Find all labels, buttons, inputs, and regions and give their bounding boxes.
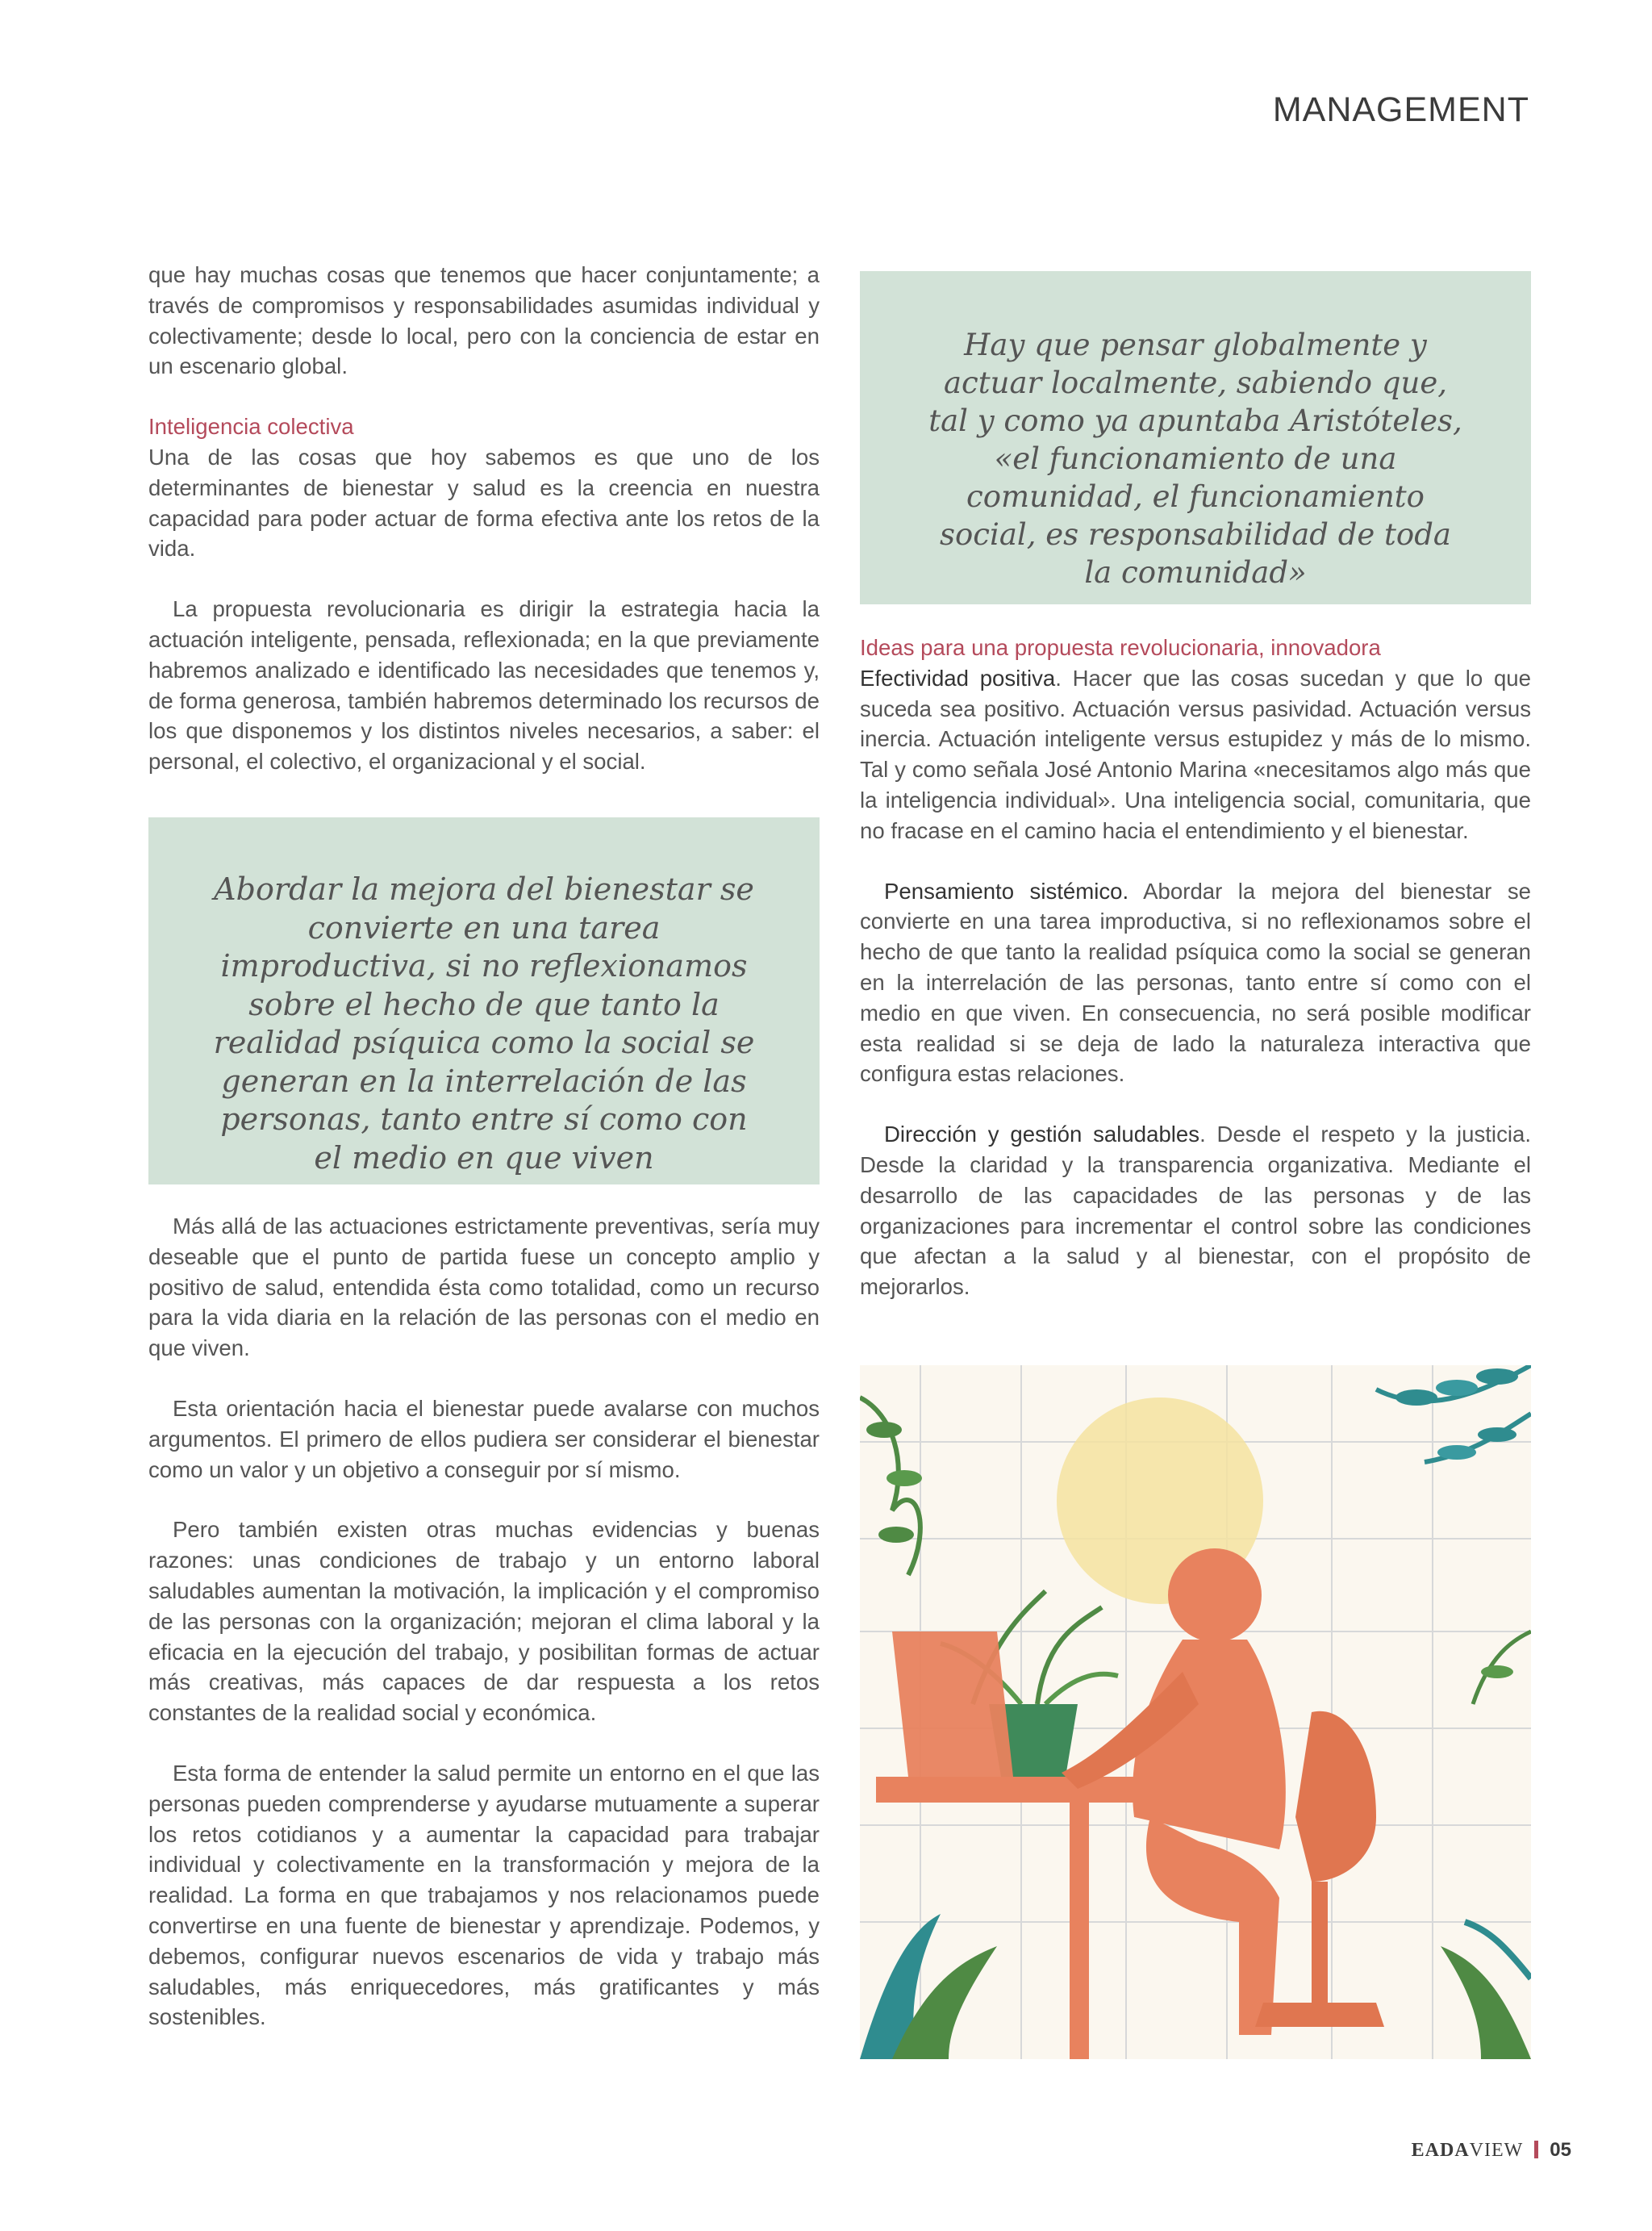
illustration-svg bbox=[860, 1365, 1531, 2059]
person-head bbox=[1168, 1548, 1262, 1642]
page-footer bbox=[1412, 2139, 1571, 2162]
pull-quote-left: Abordar la mejora del bienestar se convierte en una tarea improductiva, si no reflexionamos sobre el hecho de que tanto la realidad psíquica como la social se generan en la interrelación de las personas, tanto entre sí como con el medio en que viven bbox=[148, 817, 820, 1184]
left-column-top bbox=[148, 260, 820, 777]
run-in-title: Dirección y gestión saludables bbox=[884, 1122, 1200, 1147]
brand-logo bbox=[1412, 2140, 1524, 2161]
section-label: MANAGEMENT bbox=[1272, 90, 1529, 129]
paragraph bbox=[860, 663, 1531, 846]
subheading: Ideas para una propuesta revolucionaria, innovadora bbox=[860, 635, 1381, 660]
run-in-title: Efectividad positiva bbox=[860, 665, 1056, 691]
paragraph: Pero también existen otras muchas evidencias y buenas razones: unas condiciones de trabajo y un entorno laboral saludables aumentan la motivación, la implicación y el compromiso de las personas con la organización; mejoran el clima laboral y la eficacia en la ejecución del trabajo, y posibilitan formas de actuar más creativas, más capaces de dar respuesta a los retos constantes de la realidad social y económica. bbox=[148, 1517, 820, 1726]
paragraph-text: . Hacer que las cosas sucedan y que lo que suceda sea positivo. Actuación versus pasividad. Actuación versus inercia. Actuación inteligente versus estupidez y más de lo mismo. Tal y como señala José Antonio Marina «necesitamos algo más que la inteligencia individual». Una inteligencia social, comunitaria, que no fracase en el camino hacia el entendimiento y el bienestar. bbox=[860, 665, 1531, 843]
paragraph: Una de las cosas que hoy sabemos es que uno de los determinantes de bienestar y salud es la creencia en nuestra capacidad para poder actuar de forma efectiva ante los retos de la vida. bbox=[148, 444, 820, 562]
paragraph: Esta forma de entender la salud permite un entorno en el que las personas pueden comprenderse y ayudarse mutuamente a superar los retos cotidianos y a aumentar la capacidad para trabajar individual y colectivamente en la transformación y mejora de la realidad. La forma en que trabajamos y nos relacionamos puede convertirse en una fuente de bienestar y aprendizaje. Podemos, y debemos, configurar nuevos escenarios de vida y trabajo más saludables, más enriquecedores, más gratificantes y más sostenibles. bbox=[148, 1760, 820, 2030]
paragraph bbox=[860, 1119, 1531, 1302]
watercolor-illustration bbox=[860, 1365, 1531, 2059]
paragraph: Más allá de las actuaciones estrictamente preventivas, sería muy deseable que el punto de partida fuese un concepto amplio y positivo de salud, entendida ésta como totalidad, como un recurso para la vida diaria en la relación de las personas con el medio en que viven. bbox=[148, 1214, 820, 1361]
brand-bold: EADA bbox=[1411, 2140, 1470, 2161]
left-column-bottom bbox=[148, 1211, 820, 2033]
subheading: Inteligencia colectiva bbox=[148, 414, 354, 440]
brand-light: VIEW bbox=[1469, 2140, 1524, 2161]
separator-bar bbox=[1534, 2141, 1538, 2158]
right-column bbox=[860, 633, 1531, 1302]
page-number: 05 bbox=[1550, 2139, 1571, 2161]
pull-quote-right: Hay que pensar globalmente y actuar localmente, sabiendo que, tal y como ya apuntaba Aristóteles, «el funcionamiento de una comunidad, el funcionamiento social, es responsabilidad de toda la comunidad» bbox=[860, 271, 1531, 604]
paragraph: La propuesta revolucionaria es dirigir la estrategia hacia la actuación inteligente, pensada, reflexionada; en la que previamente habremos analizado e identificado las necesidades que tenemos y, de forma generosa, también habremos determinado los recursos de los que disponemos y los distintos niveles necesarios, a saber: el personal, el colectivo, el organizacional y el social. bbox=[148, 596, 820, 775]
paragraph: Esta orientación hacia el bienestar puede avalarse con muchos argumentos. El primero de ellos pudiera ser considerar el bienestar como un valor y un objetivo a conseguir por sí mismo. bbox=[148, 1395, 820, 1482]
paragraph-text: Abordar la mejora del bienestar se convierte en una tarea improductiva, si no reflexionamos sobre el hecho de que tanto la realidad psíquica como la social se generan en la interrelación de las personas, tanto entre sí como con el medio en que viven. En consecuencia, no será posible modificar esta realidad si se deja de lado la naturaleza interactiva que configura estas relaciones. bbox=[860, 878, 1531, 1087]
run-in-title: Pensamiento sistémico. bbox=[884, 878, 1129, 904]
paragraph bbox=[860, 876, 1531, 1090]
paragraph-text: . Desde el respeto y la justicia. Desde la claridad y la transparencia organizativa. Mediante el desarrollo de las capacidades de las personas y de las organizaciones para incrementar el control sobre las condiciones que afectan a la salud y al bienestar, con el propósito de mejorarlos. bbox=[860, 1122, 1532, 1300]
monitor bbox=[892, 1631, 1013, 1777]
paragraph: que hay muchas cosas que tenemos que hacer conjuntamente; a través de compromisos y responsabilidades asumidas individual y colectivamente; desde lo local, pero con la conciencia de estar en un escenario global. bbox=[148, 262, 820, 379]
